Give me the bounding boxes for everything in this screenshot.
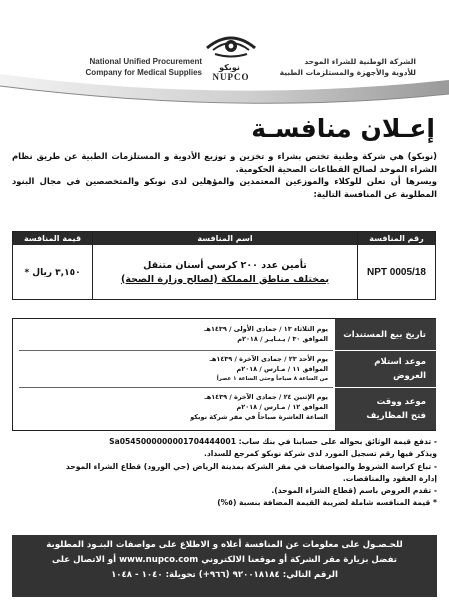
org-name-arabic-line1: الشركة الوطنية للشراء الموحد bbox=[304, 57, 416, 66]
opening-date-text bbox=[123, 392, 328, 422]
header bbox=[0, 0, 449, 94]
list-item: ويذكر فيها رقم تسجيل المورد لدى شركة نوبكو كمرجع للسداد. bbox=[203, 449, 437, 459]
receipt-label-line2: العروض bbox=[393, 371, 426, 381]
opening-label-line2: فتح المظاريف bbox=[366, 411, 426, 421]
tender-name-line1: تأمين عدد ٢٠٠ كرسي أسنان متنقل bbox=[143, 259, 307, 271]
logo-arabic: نوبكو bbox=[219, 63, 240, 72]
logo-english: NUPCO bbox=[212, 72, 250, 82]
intro-paragraph-1: (نوبكو) هي شركة وطنية تختص بشراء و تخزين و توزيع الأدوية و المستلزمات الطبية عن طريق نظام الشراء الموحد لصالح القطاعات الصحية الحكومية. bbox=[12, 151, 437, 174]
list-item: * قيمة المنافسه شاملة لضريبة القيمة المضافة بنسبة (٥%) bbox=[217, 498, 437, 508]
contact-footer bbox=[12, 535, 437, 597]
header-tender-name: اسم المنافسة bbox=[197, 234, 253, 243]
sale-date-line2: الموافق ٣٠ / يـنـايـر / ٢٠١٨م bbox=[237, 335, 328, 343]
sale-date-label bbox=[335, 319, 436, 350]
tender-table bbox=[12, 231, 436, 300]
org-name-english-line2: Company for Medical Supplies bbox=[85, 68, 202, 77]
dates-box bbox=[12, 318, 436, 431]
sale-date-text bbox=[123, 324, 328, 344]
opening-date-label bbox=[335, 388, 436, 430]
sale-date-line1: يوم الثلاثاء ١٣ / جمادى الأولى / ١٤٣٩هـ bbox=[204, 325, 328, 333]
tender-number: NPT 0005/18 bbox=[367, 267, 426, 278]
list-item: - تقدم العروض باسم (قطاع الشراء الموحد). bbox=[271, 486, 437, 496]
opening-date-line3: الساعة العاشرة صباحاً في مقر شركة نوبكو bbox=[190, 413, 328, 421]
eye-logo-icon bbox=[201, 26, 261, 62]
footer-line1: للحـصـول على معلومات عن المنافسة أعلاه و الاطلاع على مواصفات البنـود المطلوبة bbox=[46, 540, 403, 550]
opening-date-line2: الموافق ١٢ / مـارس / ٢٠١٨م bbox=[236, 403, 328, 411]
opening-label-line1: موعد ووقت bbox=[376, 397, 426, 407]
tender-value: ٣,١٥٠ ريال * bbox=[24, 267, 81, 278]
receipt-date-text bbox=[123, 354, 328, 384]
list-item: إدارة العقود والمناقصات. bbox=[342, 473, 437, 483]
receipt-date-label bbox=[335, 351, 436, 387]
list-item: - تدفع قيمة الوثائق بحواله على حسابنا في بنك ساب: Sa0545000000001704444001 bbox=[109, 437, 437, 446]
row-divider bbox=[19, 387, 333, 388]
receipt-date-line3: من الساعة ٨ صباحاً وحتى الساعة ١ عصراً bbox=[216, 376, 328, 382]
footer-line3: الرقم التالي: ٩٢٠٠١٨١٨٤ (٩٦٦+) تحويلة: ١٠٤٠ - ١٠٤٨ bbox=[111, 570, 338, 580]
receipt-date-line1: يوم الأحد ٢٣ / جمادى الآخرة / ١٤٣٩هـ bbox=[209, 355, 328, 363]
org-name-english-line1: National Unified Procurement bbox=[89, 57, 202, 66]
tender-name bbox=[93, 246, 357, 299]
sale-date-label-text: تاريخ بيع المستندات bbox=[343, 329, 426, 340]
row-divider bbox=[19, 350, 333, 351]
header-tender-value: قيمة المنافسة bbox=[23, 234, 82, 243]
header-tender-number: رقم المنافسة bbox=[369, 234, 424, 243]
header-swoosh bbox=[0, 72, 449, 112]
announcement-title: إعـلان منافسـة bbox=[251, 114, 435, 143]
receipt-date-line2: الموافق ١١ / مـارس / ٢٠١٨م bbox=[236, 365, 328, 373]
intro-text bbox=[12, 150, 437, 200]
terms-list bbox=[12, 436, 437, 510]
tender-table-header bbox=[13, 232, 435, 245]
receipt-label-line1: موعد استلام bbox=[374, 357, 426, 367]
footer-line2: تفضل بزيارة مقر الشركة أو موقعنا الالكتروني www.nupco.com أو الاتصال على bbox=[52, 555, 397, 565]
org-name-arabic-line2: للأدوية والأجهزة والمستلزمات الطبية bbox=[279, 68, 416, 77]
opening-date-line1: يوم الإثنين ٢٤ / جمادى الآخرة / ١٤٣٩هـ bbox=[204, 393, 328, 401]
intro-paragraph-2: ويسرها أن تعلن للوكلاء والموزعين المعتمدين والمؤهلين لدى نوبكو والمتخصصين في مجال البنود المطلوبة عن المنافسة التالية: bbox=[12, 176, 437, 199]
list-item: - تباع كراسة الشروط والمواصفات في مقر الشركة بمدينة الرياض (حي الورود) قطاع الشراء الموحد bbox=[65, 461, 437, 471]
tender-name-line2: بمختلف مناطق المملكة (لصالح وزارة الصحة) bbox=[120, 273, 330, 285]
